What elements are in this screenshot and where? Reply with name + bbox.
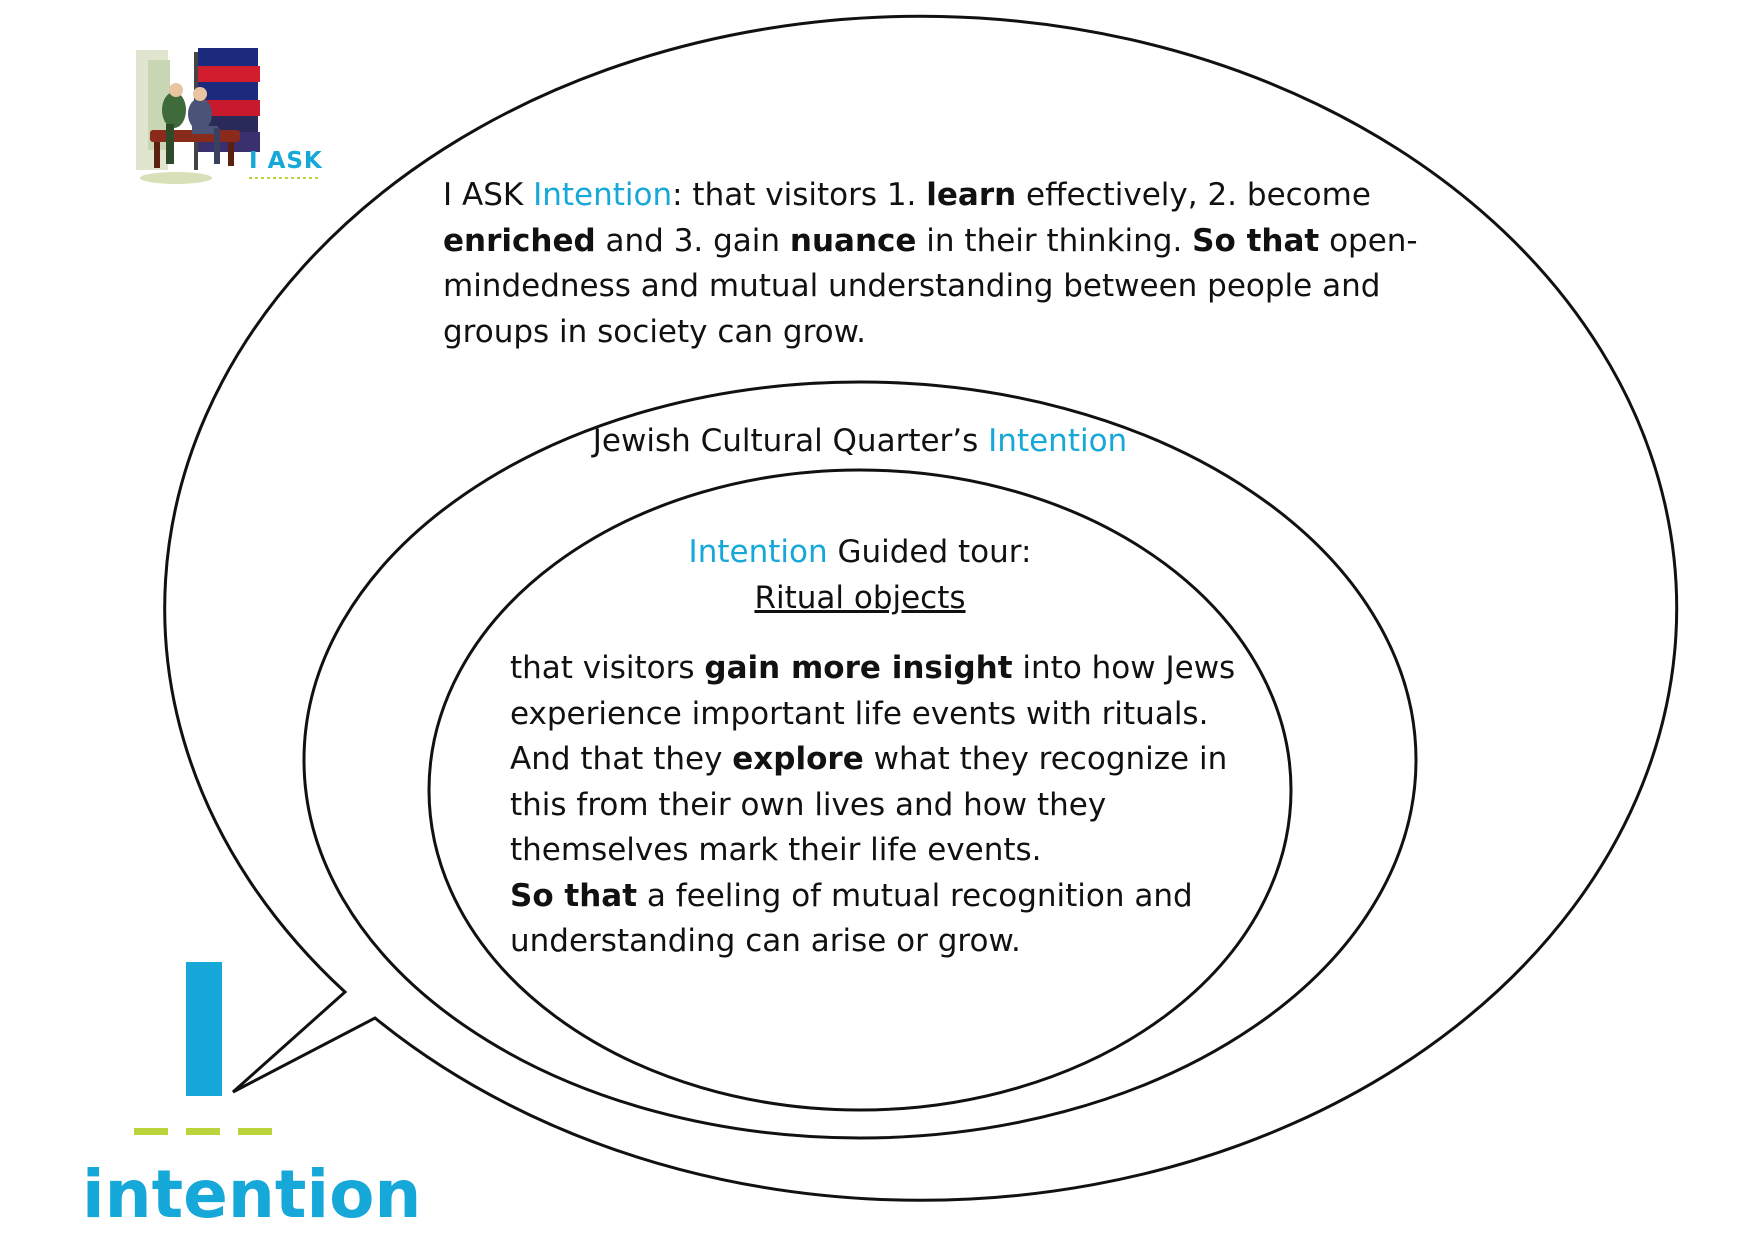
- intention-highlight: Intention: [533, 177, 673, 213]
- middle-ellipse-title: Jewish Cultural Quarter’s Intention: [592, 423, 1128, 459]
- inner-subtitle: Ritual objects: [754, 579, 966, 616]
- letter-i-bar-icon: [130, 962, 290, 1142]
- brand-wordmark: intention: [82, 1156, 422, 1233]
- intention-highlight: Intention: [988, 423, 1128, 459]
- outer-intention-text: I ASK Intention: that visitors 1. learn effectively, 2. become enriched and 3. gain nuance in their thinking. So that open-mindedness and mutual understanding between people and groups in society can grow.: [443, 177, 1418, 350]
- intention-highlight: Intention: [688, 534, 828, 570]
- inner-ellipse-body: that visitors gain more insight into how Jews experience important life events with rituals. And that they explore what they recognize in this from their own lives and how they themselves mark their life events. So that a feeling of mutual recognition and understanding can arise or grow.: [510, 650, 1236, 959]
- logo-label: I ASK: [249, 148, 323, 174]
- logo-dotted-underline: [249, 176, 321, 180]
- inner-ellipse-title: Intention Guided tour: Ritual objects: [688, 534, 1032, 616]
